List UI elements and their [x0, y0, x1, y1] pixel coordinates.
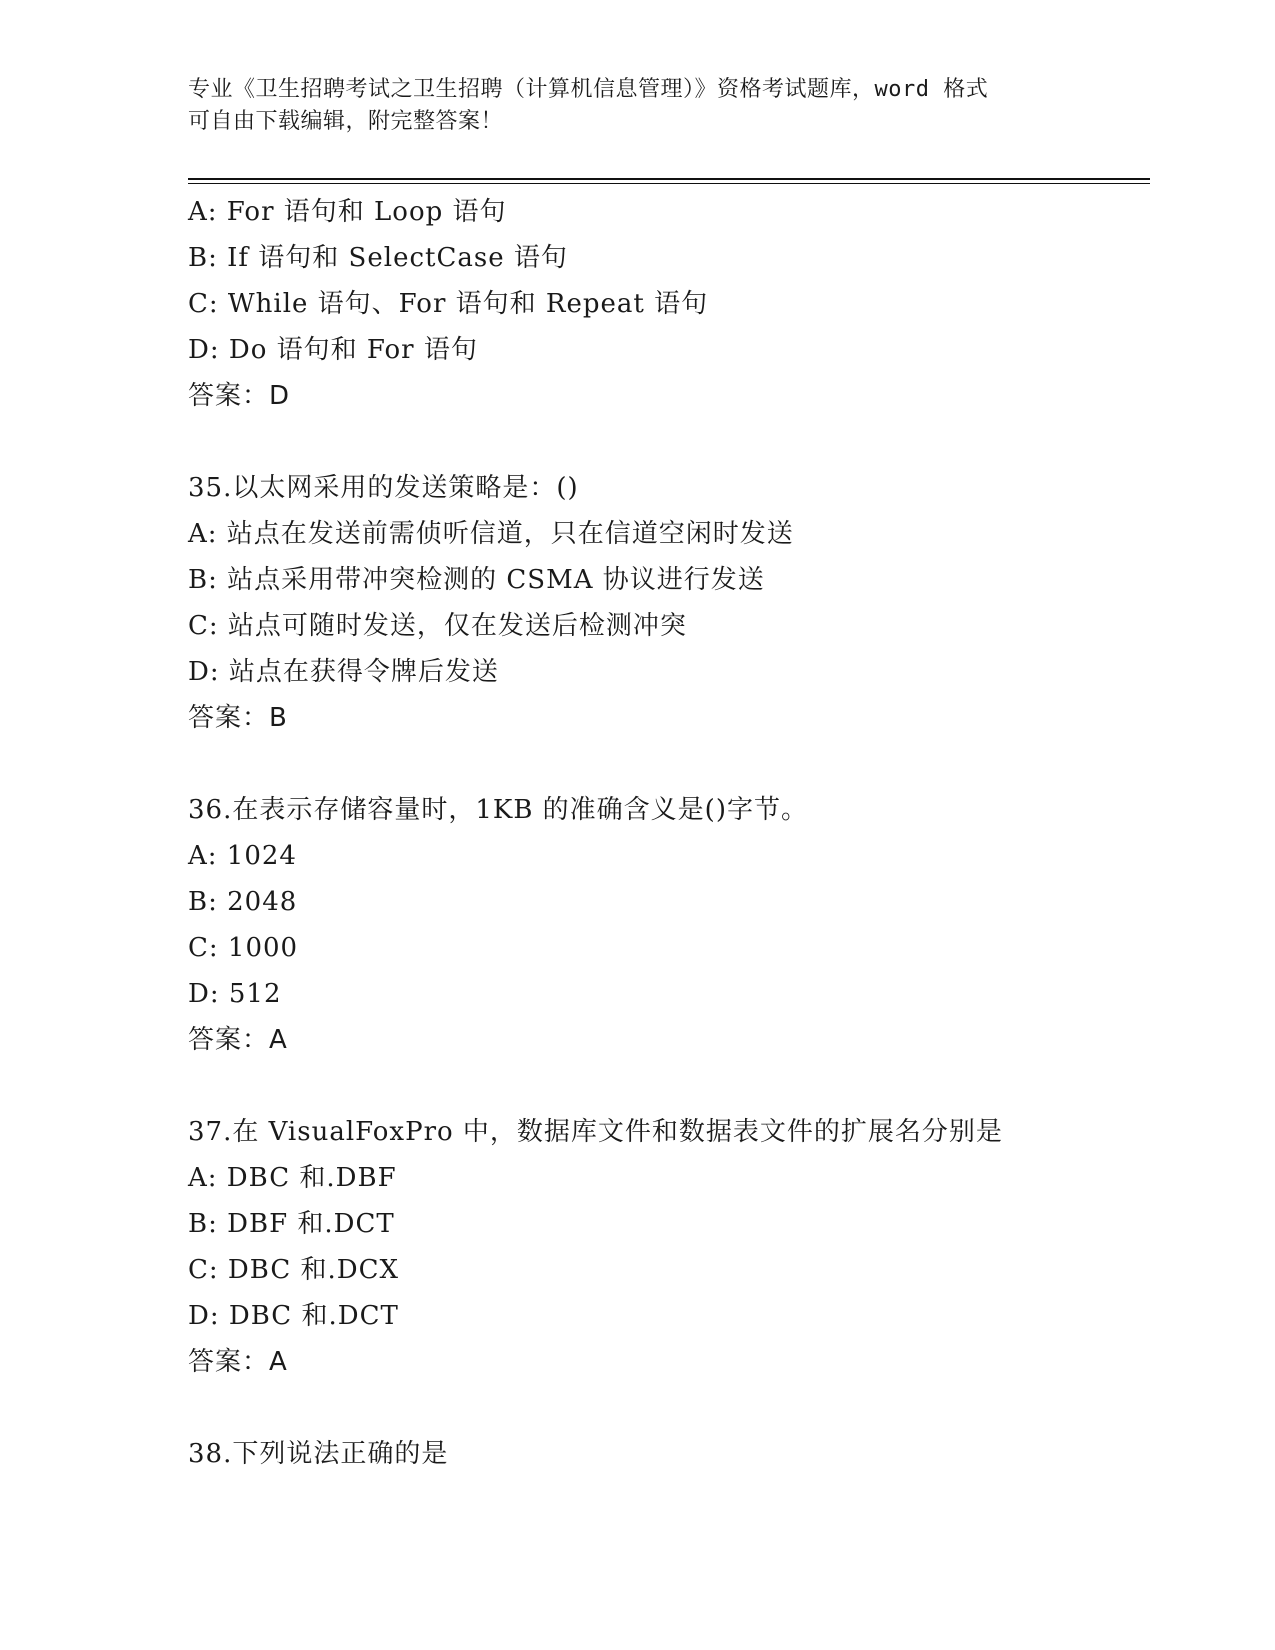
q36-question: 36.在表示存储容量时，1KB 的准确含义是()字节。: [188, 795, 808, 825]
header-line-2: 可自由下载编辑，附完整答案！: [188, 109, 504, 134]
q34-option-b: B: If 语句和 SelectCase 语句: [188, 243, 568, 273]
q37-question: 37.在 VisualFoxPro 中，数据库文件和数据表文件的扩展名分别是: [188, 1117, 1003, 1147]
header-divider-thin: [188, 183, 1150, 184]
q35-option-d: D: 站点在获得令牌后发送: [188, 657, 499, 687]
q37-option-a: A: DBC 和.DBF: [188, 1163, 397, 1193]
q34-option-a: A: For 语句和 Loop 语句: [188, 197, 507, 227]
document-body: [188, 189, 1148, 1477]
q36-option-c: C: 1000: [188, 933, 299, 963]
q38-question: 38.下列说法正确的是: [188, 1439, 449, 1469]
q34-option-c: C: While 语句、For 语句和 Repeat 语句: [188, 289, 709, 319]
q36-option-b: B: 2048: [188, 887, 298, 917]
q37-option-b: B: DBF 和.DCT: [188, 1209, 395, 1239]
q36-answer: 答案：A: [188, 1025, 288, 1055]
question-35-block: [188, 465, 1148, 741]
q37-answer: 答案：A: [188, 1347, 288, 1377]
q35-question: 35.以太网采用的发送策略是：(): [188, 473, 579, 503]
q36-option-a: A: 1024: [188, 841, 297, 871]
question-36-block: [188, 787, 1148, 1063]
question-38-block: [188, 1431, 1148, 1477]
q36-option-d: D: 512: [188, 979, 282, 1009]
q35-option-c: C: 站点可随时发送，仅在发送后检测冲突: [188, 611, 687, 641]
q37-option-c: C: DBC 和.DCX: [188, 1255, 400, 1285]
header-line-1: 专业《卫生招聘考试之卫生招聘（计算机信息管理）》资格考试题库，word 格式: [188, 77, 989, 102]
q34-option-d: D: Do 语句和 For 语句: [188, 335, 478, 365]
q35-answer: 答案：B: [188, 703, 288, 733]
question-34-block: [188, 189, 1148, 419]
q37-option-d: D: DBC 和.DCT: [188, 1301, 399, 1331]
q35-option-b: B: 站点采用带冲突检测的 CSMA 协议进行发送: [188, 565, 765, 595]
document-header: [188, 74, 1088, 138]
q34-answer: 答案：D: [188, 381, 291, 411]
header-divider-thick: [188, 178, 1150, 180]
question-37-block: [188, 1109, 1148, 1385]
q35-option-a: A: 站点在发送前需侦听信道，只在信道空闲时发送: [188, 519, 794, 549]
